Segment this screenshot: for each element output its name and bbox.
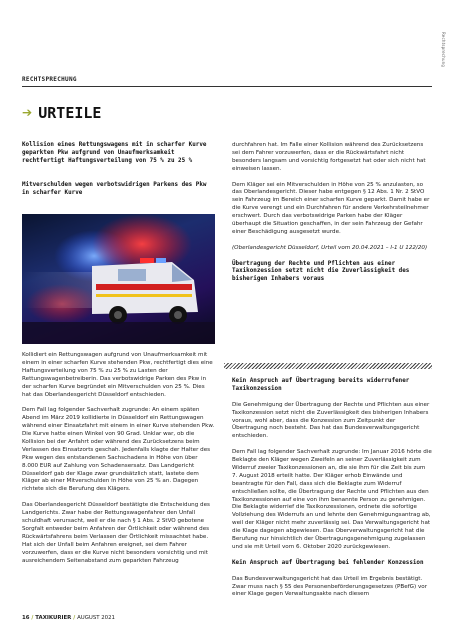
- page-title: [22, 104, 101, 122]
- page-number: 16: [22, 615, 30, 621]
- article1-subhead: Mitverschulden wegen verbotswidrigen Parkens des Pkw in scharfer Kurve: [22, 181, 207, 196]
- issue-date: AUGUST 2021: [77, 615, 115, 621]
- magazine-name: TAXIKURIER: [35, 615, 72, 621]
- article2-paragraph-3: Das Bundesverwaltungsgericht hat das Urteil im Ergebnis bestätigt. Zwar muss nach § 55 des Personenbeförderungsgesetzes (PBefG) vor einer Klage gegen Verwaltungsakte nach diesem: [232, 575, 427, 598]
- page-title-text: URTEILE: [38, 104, 102, 122]
- article1-paragraph-4: durchfahren hat. Im Falle einer Kollision während des Zurücksetzens sei dem Fahrer vorzuwerfen, dass er die Rückwärtsfahrt nicht besonders langsam und vorsichtig fortgesetzt hat oder sich nicht hat einweisen lassen.: [232, 142, 426, 172]
- article1-body-right: [232, 142, 432, 292]
- article1-paragraph-5: Dem Kläger sei ein Mitverschulden in Höhe von 25 % anzulasten, so das Oberlandesgericht. Dieser habe entgegen § 12 Abs. 1 Nr. 2 StVO sein Fahrzeug im Bereich einer scharfen Kurve geparkt. Damit habe er die Kurve verengt und ein Durchfahren für andere Verkehrsteilnehmer erschwert. Durch das verbotswidrige Parken habe der Kläger überhaupt die Situation geschaffen, in der sein Fahrzeug der Gefahr einer Beschädigung ausgesetzt wurde.: [232, 181, 430, 235]
- side-section-label: Rechtsprechung: [441, 32, 446, 68]
- article2-paragraph-2: Dem Fall lag folgender Sachverhalt zugrunde: Im Januar 2016 hörte die Beklagte den Kläger wegen Zweifeln an seiner Zuverlässigkeit zum Widerruf zweier Taxikonzessionen an, die sie ihm für die Zeit bis zum 7. August 2018 erteilt hatte. Der Kläger erhob Einwände und beantragte für den Fall, dass sich die Beklagte zum Widerruf entschließen sollte, die Übertragung der Rechte und Pflichten aus den Taxikonzessionen auf eine von ihm benannte Person zu genehmigen. Die Beklagte widerrief die Taxikonzessionen, ordnete die sofortige Vollziehung des Widerrufs an und lehnte den Genehmigungsantrag ab, weil der Kläger nicht mehr zuverlässig sei. Das Verwaltungsgericht hat die Klage dagegen abgewiesen. Das Oberverwaltungsgericht hat die Berufung nur hinsichtlich der Übertragungsgenehmigung zugelassen und sie mit Urteil vom 6. Oktober 2020 zurückgewiesen.: [232, 449, 432, 550]
- article1-source: (Oberlandesgericht Düsseldorf, Urteil vom 20.04.2021 – I-1 U 122/20): [232, 244, 428, 251]
- article2-body: [232, 378, 432, 607]
- arrow-right-icon: ➔: [22, 102, 33, 123]
- section-rule: [22, 86, 432, 87]
- page-footer: [22, 615, 115, 621]
- ambulance-illustration: [22, 214, 215, 344]
- footer-separator: /: [31, 615, 36, 621]
- article1-headline: Kollision eines Rettungswagens mit in scharfer Kurve geparkten Pkw aufgrund von Unaufmerksamkeit rechtfertigt Haftungsverteilung von 75 % zu 25 %: [22, 142, 207, 164]
- hatch-divider: [224, 363, 432, 369]
- article2-headline: Übertragung der Rechte und Pflichten aus einer Taxikonzession setzt nicht die Zuverlässigkeit des bisherigen Inhabers voraus: [232, 260, 410, 283]
- article1-paragraph-3: Das Oberlandesgericht Düsseldorf bestätigte die Entscheidung des Landgerichts. Zwar habe der Rettungswagenfahrer den Unfall schuldhaft verursacht, weil er die nach § 1 Abs. 2 StVO gebotene Sorgfalt entweder beim Anfahren der Örtlichkeit oder während des Rückwärtsfahrens beim Verlassen der Örtlichkeit missachtet habe. Hat sich der Unfall beim Anfahren ereignet, sei dem Fahrer vorzuwerfen, dass er die Kurve nicht besonders vorsichtig und mit ausreichendem Seitenabstand zum geparkten Fahrzeug: [22, 502, 210, 564]
- footer-separator-2: /: [73, 615, 78, 621]
- article1-body-left: [22, 352, 215, 573]
- ambulance-photo: [22, 214, 215, 344]
- article2-subhead-2: Kein Anspruch auf Übertragung bei fehlender Konzession: [232, 559, 424, 566]
- section-label: RECHTSPRECHUNG: [22, 76, 77, 83]
- article1-paragraph-1: Kollidiert ein Rettungswagen aufgrund von Unaufmerksamkeit mit einem in einer scharfen Kurve stehenden Pkw, rechtfertigt dies eine Haftungsverteilung von 75 % zu 25 % zu Lasten der Rettungswagenbetreiberin. Das verbotswidrige Parken des Pkw in der scharfen Kurve begründet ein Mitverschulden von 25 %. Dies hat das Oberlandesgericht Düsseldorf entschieden.: [22, 352, 213, 398]
- article2-subhead: Kein Anspruch auf Übertragung bereits widerrufener Taxikonzession: [232, 378, 410, 392]
- article1-paragraph-2: Dem Fall lag folgender Sachverhalt zugrunde: An einem späten Abend im März 2019 kollidierte in Düsseldorf ein Rettungswagen während einer Einsatzfahrt mit einem in einer Kurve stehenden Pkw. Die Kurve hatte einen Winkel von 90 Grad. Unklar war, ob die Kollision bei der Anfahrt oder während des Zurücksetzens beim Verlassen des Einsatzorts geschah. Jedenfalls klagte der Halter des Pkw wegen des entstandenen Sachschadens in Höhe von über 8.000 EUR auf Zahlung von Schadensersatz. Das Landgericht Düsseldorf gab der Klage zwar grundsätzlich statt, lastete dem Kläger ab einer Mitverschulden in Höhe von 25 % an. Dagegen richtete sich die Berufung des Klägers.: [22, 407, 215, 493]
- article2-paragraph-1: Die Genehmigung der Übertragung der Rechte und Pflichten aus einer Taxikonzession setzt nicht die Zuverlässigkeit des bisherigen Inhabers voraus, wohl aber, dass die Konzession zum Zeitpunkt der Übertragung noch besteht. Das hat das Bundesverwaltungsgericht entschieden.: [232, 401, 430, 440]
- article1-header: [22, 142, 215, 205]
